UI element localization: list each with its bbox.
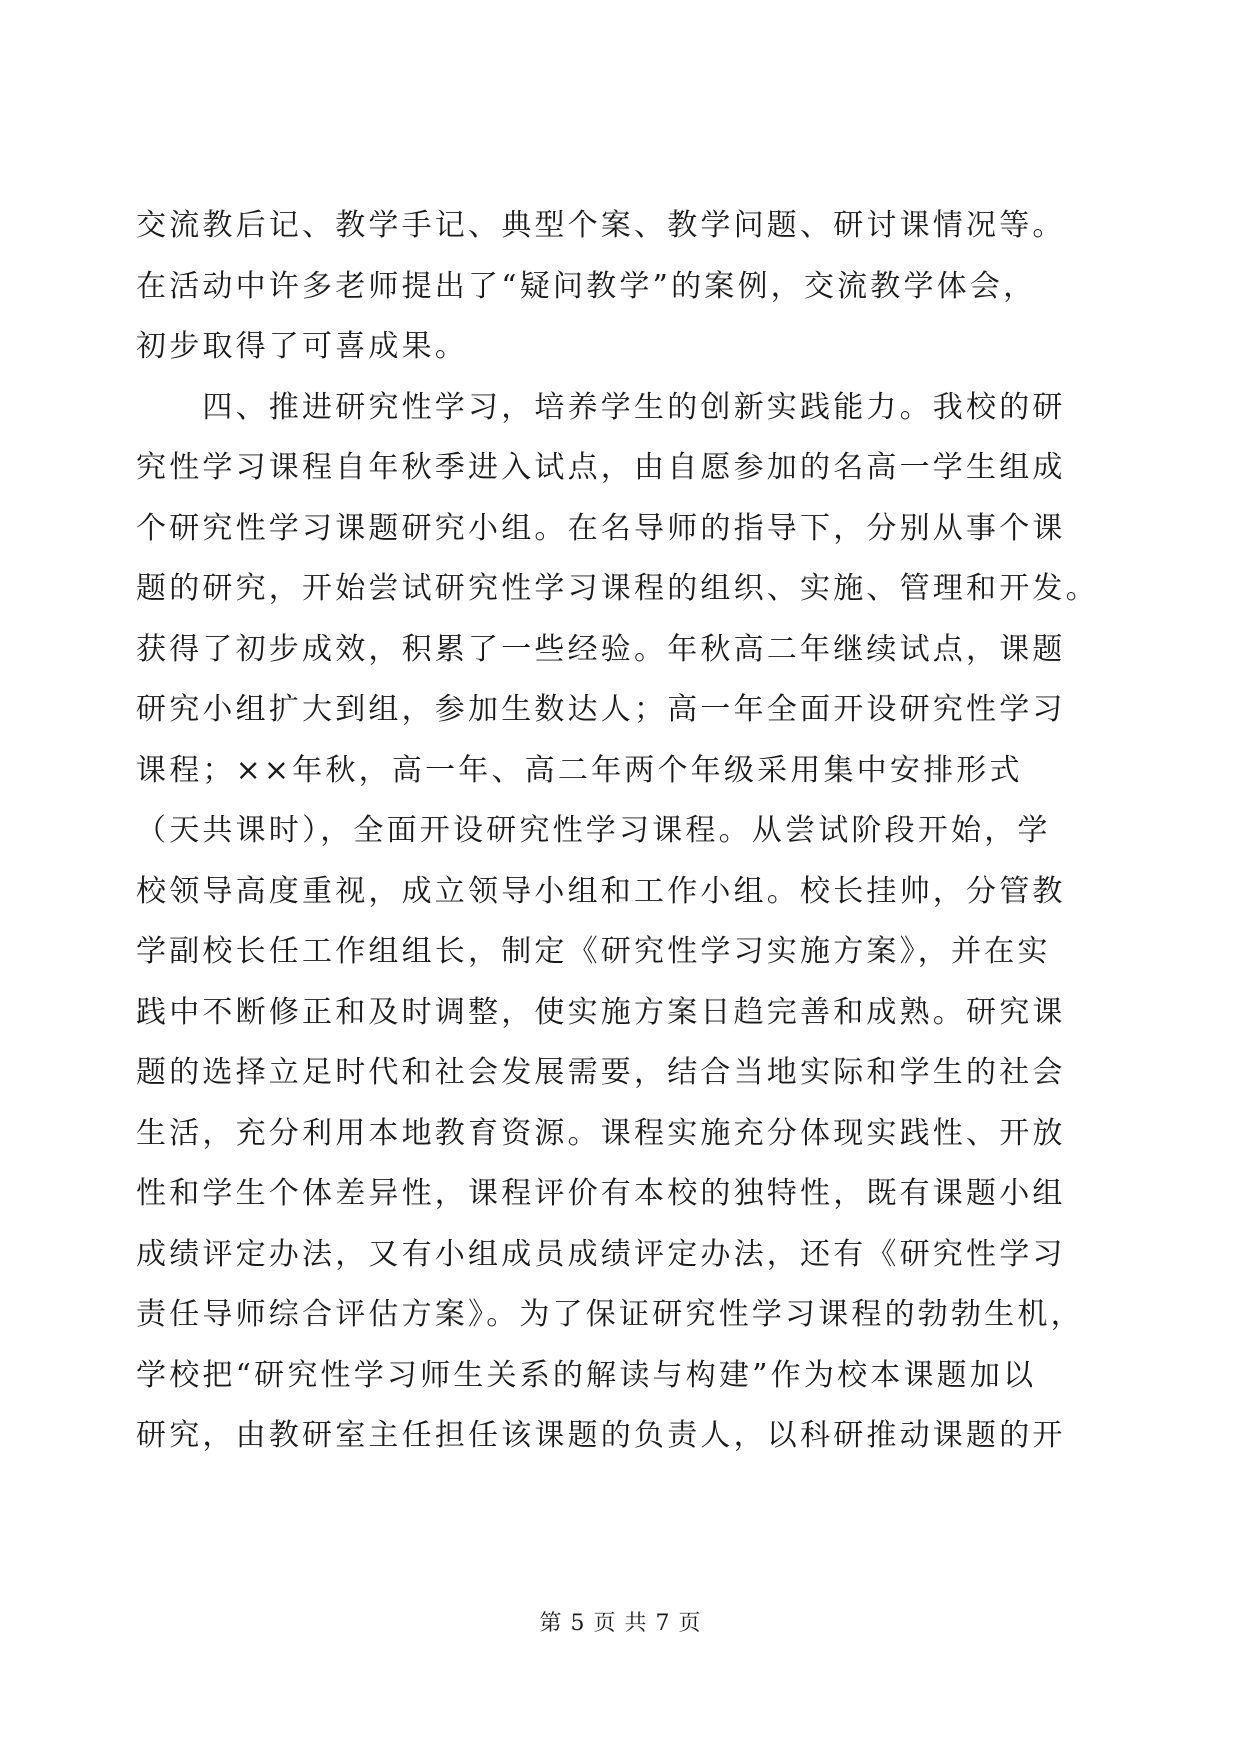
body-text <box>136 196 1106 1467</box>
text-line: 研究小组扩大到组，参加生数达人；高一年全面开设研究性学习 <box>136 692 1066 727</box>
text-line: （天共课时），全面开设研究性学习课程。从尝试阶段开始，学 <box>136 813 1051 848</box>
text-line: 究性学习课程自年秋季进入试点，由自愿参加的名高一学生组成 <box>136 450 1066 485</box>
text-line: 学副校长任工作组组长，制定《研究性学习实施方案》，并在实 <box>136 934 1051 969</box>
text-line: 交流教后记、教学手记、典型个案、教学问题、研讨课情况等。 <box>136 208 1066 243</box>
text-line: 生活，充分利用本地教育资源。课程实施充分体现实践性、开放 <box>136 1115 1066 1151</box>
text-line: 研究，由教研室主任担任该课题的负责人，以科研推动课题的开 <box>136 1418 1066 1453</box>
text-line: 四、推进研究性学习，培养学生的创新实践能力。我校的研 <box>136 389 1066 425</box>
text-line: 课程；××年秋，高一年、高二年两个年级采用集中安排形式 <box>136 752 1023 788</box>
text-line: 责任导师综合评估方案》。为了保证研究性学习课程的勃勃生机， <box>136 1297 1084 1332</box>
text-line: 题的研究，开始尝试研究性学习课程的组织、实施、管理和开发。 <box>136 571 1099 606</box>
text-line: 初步取得了可喜成果。 <box>136 329 468 364</box>
text-line: 个研究性学习课题研究小组。在名导师的指导下，分别从事个课 <box>136 510 1066 546</box>
text-line: 学校把“研究性学习师生关系的解读与构建”作为校本课题加以 <box>136 1357 1037 1393</box>
text-line: 校领导高度重视，成立领导小组和工作小组。校长挂帅，分管教 <box>136 873 1066 909</box>
text-line: 在活动中许多老师提出了“疑问教学”的案例，交流教学体会， <box>136 268 1037 304</box>
text-line: 获得了初步成效，积累了一些经验。年秋高二年继续试点，课题 <box>136 631 1066 667</box>
text-line: 题的选择立足时代和社会发展需要，结合当地实际和学生的社会 <box>136 1055 1066 1090</box>
text-line: 践中不断修正和及时调整，使实施方案日趋完善和成熟。研究课 <box>136 994 1066 1030</box>
text-line: 性和学生个体差异性，课程评价有本校的独特性，既有课题小组 <box>136 1176 1066 1211</box>
page-number-footer: 第 5 页 共 7 页 <box>539 1611 702 1636</box>
text-line: 成绩评定办法，又有小组成员成绩评定办法，还有《研究性学习 <box>136 1236 1066 1272</box>
